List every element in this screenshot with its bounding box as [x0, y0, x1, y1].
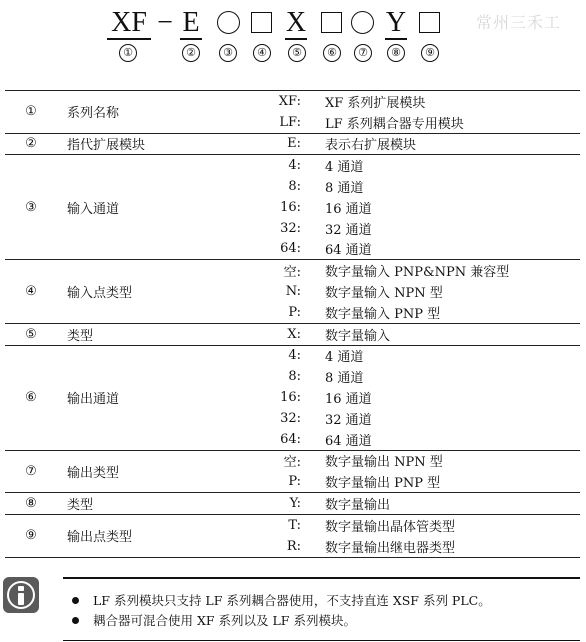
- code-box-placeholder: [419, 12, 440, 33]
- option-row: [247, 387, 580, 408]
- group-name: 输出类型: [67, 465, 120, 481]
- option-row: [247, 260, 580, 281]
- option-row: [247, 134, 580, 155]
- option-description: 64 通道: [325, 433, 372, 449]
- position-number: ④: [253, 44, 271, 62]
- spec-group: [5, 515, 580, 558]
- option-code: T:: [288, 517, 301, 533]
- option-code: E:: [287, 136, 301, 152]
- option-row: [247, 281, 580, 302]
- option-row: [247, 451, 580, 472]
- option-description: 16 通道: [325, 201, 372, 217]
- note-item: [70, 610, 580, 630]
- option-description: XF 系列扩展模块: [325, 95, 426, 111]
- option-description: 数字量输出继电器类型: [325, 540, 456, 556]
- option-description: 数字量输出: [325, 498, 391, 514]
- option-description: 数字量输出 NPN 型: [325, 455, 443, 471]
- note-item: [70, 590, 580, 610]
- option-code: LF:: [279, 114, 301, 130]
- code-box-placeholder: [251, 12, 272, 33]
- option-code: 16:: [280, 390, 301, 406]
- option-row: [247, 536, 580, 557]
- note-bottom-rule: [63, 640, 580, 641]
- group-name: 类型: [67, 328, 94, 344]
- option-code: 4:: [288, 348, 301, 364]
- group-options: [247, 155, 580, 259]
- option-row: [247, 346, 580, 367]
- code-box-placeholder: [321, 12, 342, 33]
- option-code: Y:: [289, 496, 301, 512]
- option-row: [247, 91, 580, 112]
- group-number: ⑥: [25, 390, 37, 406]
- option-code: 4:: [288, 158, 301, 174]
- spec-group: [5, 90, 580, 134]
- option-code: 32:: [280, 220, 301, 236]
- group-options: [247, 451, 580, 493]
- option-description: 表示右扩展模块: [325, 138, 417, 154]
- option-description: 8 通道: [325, 371, 364, 387]
- option-row: [247, 112, 580, 133]
- group-number: ②: [25, 136, 37, 152]
- option-row: [247, 515, 580, 536]
- option-row: [247, 366, 580, 387]
- model-code-diagram: [0, 0, 586, 72]
- option-row: [247, 302, 580, 323]
- group-number: ④: [25, 284, 37, 300]
- option-description: 32 通道: [325, 222, 372, 238]
- info-icon: [3, 577, 39, 613]
- option-code: P:: [288, 474, 301, 490]
- group-name: 类型: [67, 498, 94, 514]
- group-name: 输入通道: [67, 201, 120, 217]
- option-description: 16 通道: [325, 392, 372, 408]
- code-letter-e: E: [182, 7, 200, 38]
- bullet-icon: [72, 597, 79, 604]
- group-number: ⑨: [25, 528, 37, 544]
- code-underline: [285, 38, 307, 40]
- option-code: 16:: [280, 199, 301, 215]
- spec-group: [5, 324, 580, 346]
- position-number: ③: [219, 44, 237, 62]
- spec-group: [5, 260, 580, 323]
- code-letter-y: Y: [385, 7, 407, 38]
- option-code: P:: [288, 304, 301, 320]
- code-circle-placeholder: [217, 11, 240, 34]
- note-top-rule: [63, 577, 580, 579]
- option-row: [247, 429, 580, 450]
- option-code: N:: [285, 284, 301, 300]
- model-spec-table: [5, 90, 580, 558]
- position-number: ②: [182, 44, 200, 62]
- option-code: 8:: [288, 369, 301, 385]
- option-code: XF:: [278, 93, 301, 109]
- option-code: 32:: [280, 410, 301, 426]
- bullet-icon: [72, 617, 79, 624]
- option-row: [247, 218, 580, 239]
- code-letter-x: X: [285, 7, 307, 38]
- option-description: LF 系列耦合器专用模块: [325, 116, 464, 132]
- note-list: [70, 590, 580, 630]
- position-number: ①: [119, 44, 137, 62]
- spec-group: [5, 493, 580, 515]
- group-options: [247, 91, 580, 133]
- option-description: 4 通道: [325, 160, 364, 176]
- option-description: 数字量输出 PNP 型: [325, 476, 441, 492]
- option-code: 64:: [280, 431, 301, 447]
- option-description: 32 通道: [325, 412, 372, 428]
- group-name: 系列名称: [67, 106, 120, 122]
- option-description: 数字量输入: [325, 328, 391, 344]
- code-underline: [180, 38, 202, 40]
- option-description: 8 通道: [325, 181, 364, 197]
- position-number: ⑨: [421, 44, 439, 62]
- option-description: 数字量输入 NPN 型: [325, 286, 443, 302]
- group-name: 指代扩展模块: [67, 138, 146, 154]
- group-name: 输出点类型: [67, 530, 133, 546]
- code-underline: [385, 38, 407, 40]
- group-options: [247, 346, 580, 450]
- option-description: 64 通道: [325, 243, 372, 259]
- option-row: [247, 155, 580, 176]
- group-number: ⑧: [25, 496, 37, 512]
- option-row: [247, 197, 580, 218]
- spec-group: [5, 155, 580, 260]
- code-dash: −: [157, 7, 173, 38]
- spec-group: [5, 346, 580, 451]
- position-number: ⑥: [323, 44, 341, 62]
- group-options: [247, 260, 580, 322]
- option-row: [247, 324, 580, 345]
- option-row: [247, 471, 580, 492]
- code-underline: [107, 38, 151, 40]
- group-name: 输出通道: [67, 392, 120, 408]
- position-number: ⑤: [288, 44, 306, 62]
- code-circle-placeholder: [351, 11, 374, 34]
- code-prefix: XF: [111, 7, 147, 38]
- option-description: 数字量输入 PNP&NPN 兼容型: [325, 265, 510, 281]
- group-options: [247, 324, 580, 345]
- option-description: 4 通道: [325, 350, 364, 366]
- option-row: [247, 176, 580, 197]
- option-code: X:: [287, 326, 301, 342]
- watermark: 常州三禾工: [476, 13, 562, 32]
- spec-group: [5, 134, 580, 156]
- group-options: [247, 134, 580, 155]
- note-text: 耦合器可混合使用 XF 系列以及 LF 系列模块。: [93, 613, 356, 628]
- option-row: [247, 493, 580, 514]
- group-number: ⑤: [25, 326, 37, 342]
- option-code: 空:: [283, 265, 301, 281]
- position-number: ⑦: [354, 44, 372, 62]
- group-options: [247, 493, 580, 514]
- option-code: R:: [286, 538, 301, 554]
- group-number: ①: [25, 104, 37, 120]
- note-text: LF 系列模块只支持 LF 系列耦合器使用，不支持直连 XSF 系列 PLC。: [93, 593, 491, 608]
- position-number: ⑧: [387, 44, 405, 62]
- group-options: [247, 515, 580, 557]
- option-row: [247, 239, 580, 260]
- group-name: 输入点类型: [67, 286, 133, 302]
- spec-group: [5, 451, 580, 494]
- option-description: 数字量输出晶体管类型: [325, 519, 456, 535]
- group-number: ⑦: [25, 463, 37, 479]
- group-number: ③: [25, 199, 37, 215]
- option-description: 数字量输入 PNP 型: [325, 306, 441, 322]
- option-code: 8:: [288, 179, 301, 195]
- option-row: [247, 408, 580, 429]
- option-code: 64:: [280, 241, 301, 257]
- option-code: 空:: [283, 455, 301, 471]
